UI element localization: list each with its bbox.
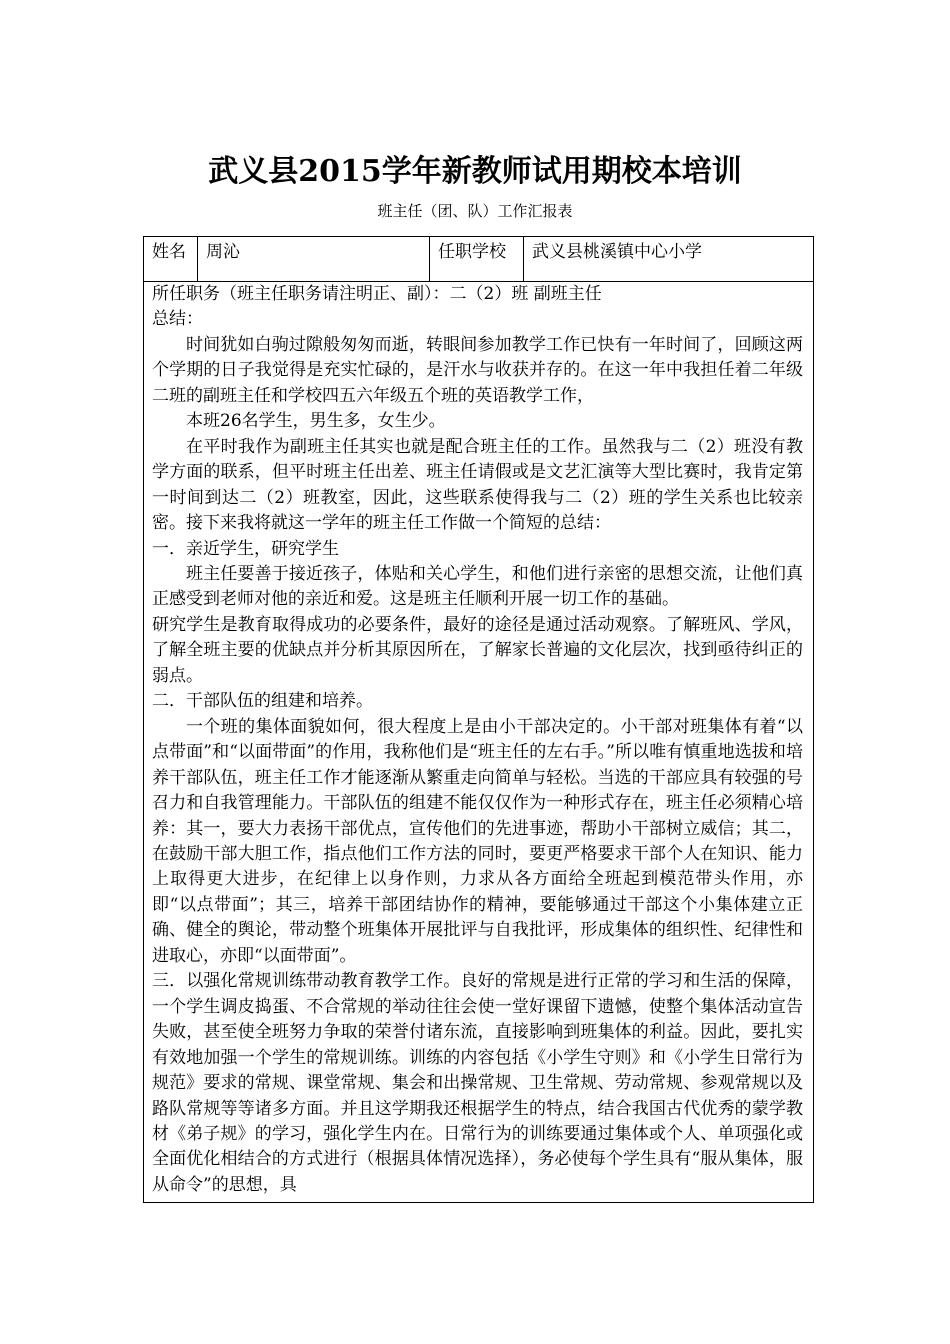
form-subtitle: 班主任（团、队）工作汇报表: [377, 202, 573, 220]
summary-paragraph: 本班26名学生，男生多，女生少。: [186, 411, 446, 432]
summary-paragraph: 三．以强化常规训练带动教育教学工作。良好的常规是进行正常的学习和生活的保障，一个学生调皮捣蛋、不合常规的举动往往会使一堂好课留下遗憾，使整个集体活动宣告失败，甚至使全班努力争取的荣誉付诸东流，直接影响到班集体的利益。因此，要扎实有效地加强一个学生的常规训练。训练的内容包括《小学生守则》和《小学生日常行为规范》要求的常规、课堂常规、集会和出操常规、卫生常规、劳动常规、参观常规以及路队常规等等诸多方面。并且这学期我还根据学生的特点，结合我国古代优秀的蒙学教材《弟子规》的学习，强化学生内在。日常行为的训练要通过集体或个人、单项强化或全面优化相结合的方式进行（根据具体情况选择），务必使每个学生具有“服从集体，服从命令”的思想，具: [152, 971, 803, 1195]
summary-body: [144, 282, 813, 1198]
summary-paragraph: 一．亲近学生，研究学生: [152, 538, 339, 559]
name-label-cell: 姓名: [144, 237, 198, 281]
summary-paragraph: 班主任要善于接近孩子，体贴和关心学生，和他们进行亲密的思想交流，让他们真正感受到老师对他的亲近和爱。这是班主任顺利开展一切工作的基础。: [152, 563, 803, 610]
summary-paragraph: 在平时我作为副班主任其实也就是配合班主任的工作。虽然我与二（2）班没有教学方面的联系，但平时班主任出差、班主任请假或是文艺汇演等大型比赛时，我肯定第一时间到达二（2）班教室，因此，这些联系使得我与二（2）班的学生关系也比较亲密。接下来我将就这一学年的班主任工作做一个简短的总结：: [152, 436, 803, 534]
header-row: [144, 237, 813, 282]
summary-label: 总结：: [152, 309, 203, 330]
summary-paragraph: 时间犹如白驹过隙般匆匆而逝，转眼间参加教学工作已快有一年时间了，回顾这两个学期的日子我觉得是充实忙碌的，是汗水与收获并存的。在这一年中我担任着二年级二班的副班主任和学校四五六年级五个班的英语教学工作，: [152, 334, 803, 406]
summary-paragraph: 一个班的集体面貌如何，很大程度上是由小干部决定的。小干部对班集体有着“以点带面”和“以面带面”的作用，我称他们是“班主任的左右手。”所以唯有慎重地选拔和培养干部队伍，班主任工作才能逐渐从繁重走向简单与轻松。当选的干部应具有较强的号召力和自我管理能力。干部队伍的组建不能仅仅作为一种形式存在，班主任必须精心培养：其一，要大力表扬干部优点，宣传他们的先进事迹，帮助小干部树立威信；其二，在鼓励干部大胆工作，指点他们工作方法的同时，要更严格要求干部个人在知识、能力上取得更大进步，在纪律上以身作则，力求从各方面给全班起到模范带头作用，亦即“以点带面”；其三，培养干部团结协作的精神，要能够通过干部这个小集体建立正确、健全的舆论，带动整个班集体开展批评与自我批评，形成集体的组织性、纪律性和进取心，亦即“以面带面”。: [152, 716, 803, 966]
school-label-cell: 任职学校: [430, 237, 524, 281]
summary-paragraphs: [152, 333, 803, 1198]
summary-paragraph: 研究学生是教育取得成功的必要条件，最好的途径是通过活动观察。了解班风、学风，了解全班主要的优缺点并分析其原因所在，了解家长普遍的文化层次，找到亟待纠正的弱点。: [152, 614, 803, 686]
document-title: 武义县2015学年新教师试用期校本培训: [208, 154, 742, 189]
report-form-table: [143, 236, 814, 1203]
position-line: 所任职务（班主任职务请注明正、副）：二（2）班 副班主任: [152, 284, 602, 304]
school-value-cell: 武义县桃溪镇中心小学: [532, 242, 702, 262]
name-value-cell: 周沁: [198, 237, 430, 281]
summary-paragraph: 二．干部队伍的组建和培养。: [152, 691, 373, 712]
